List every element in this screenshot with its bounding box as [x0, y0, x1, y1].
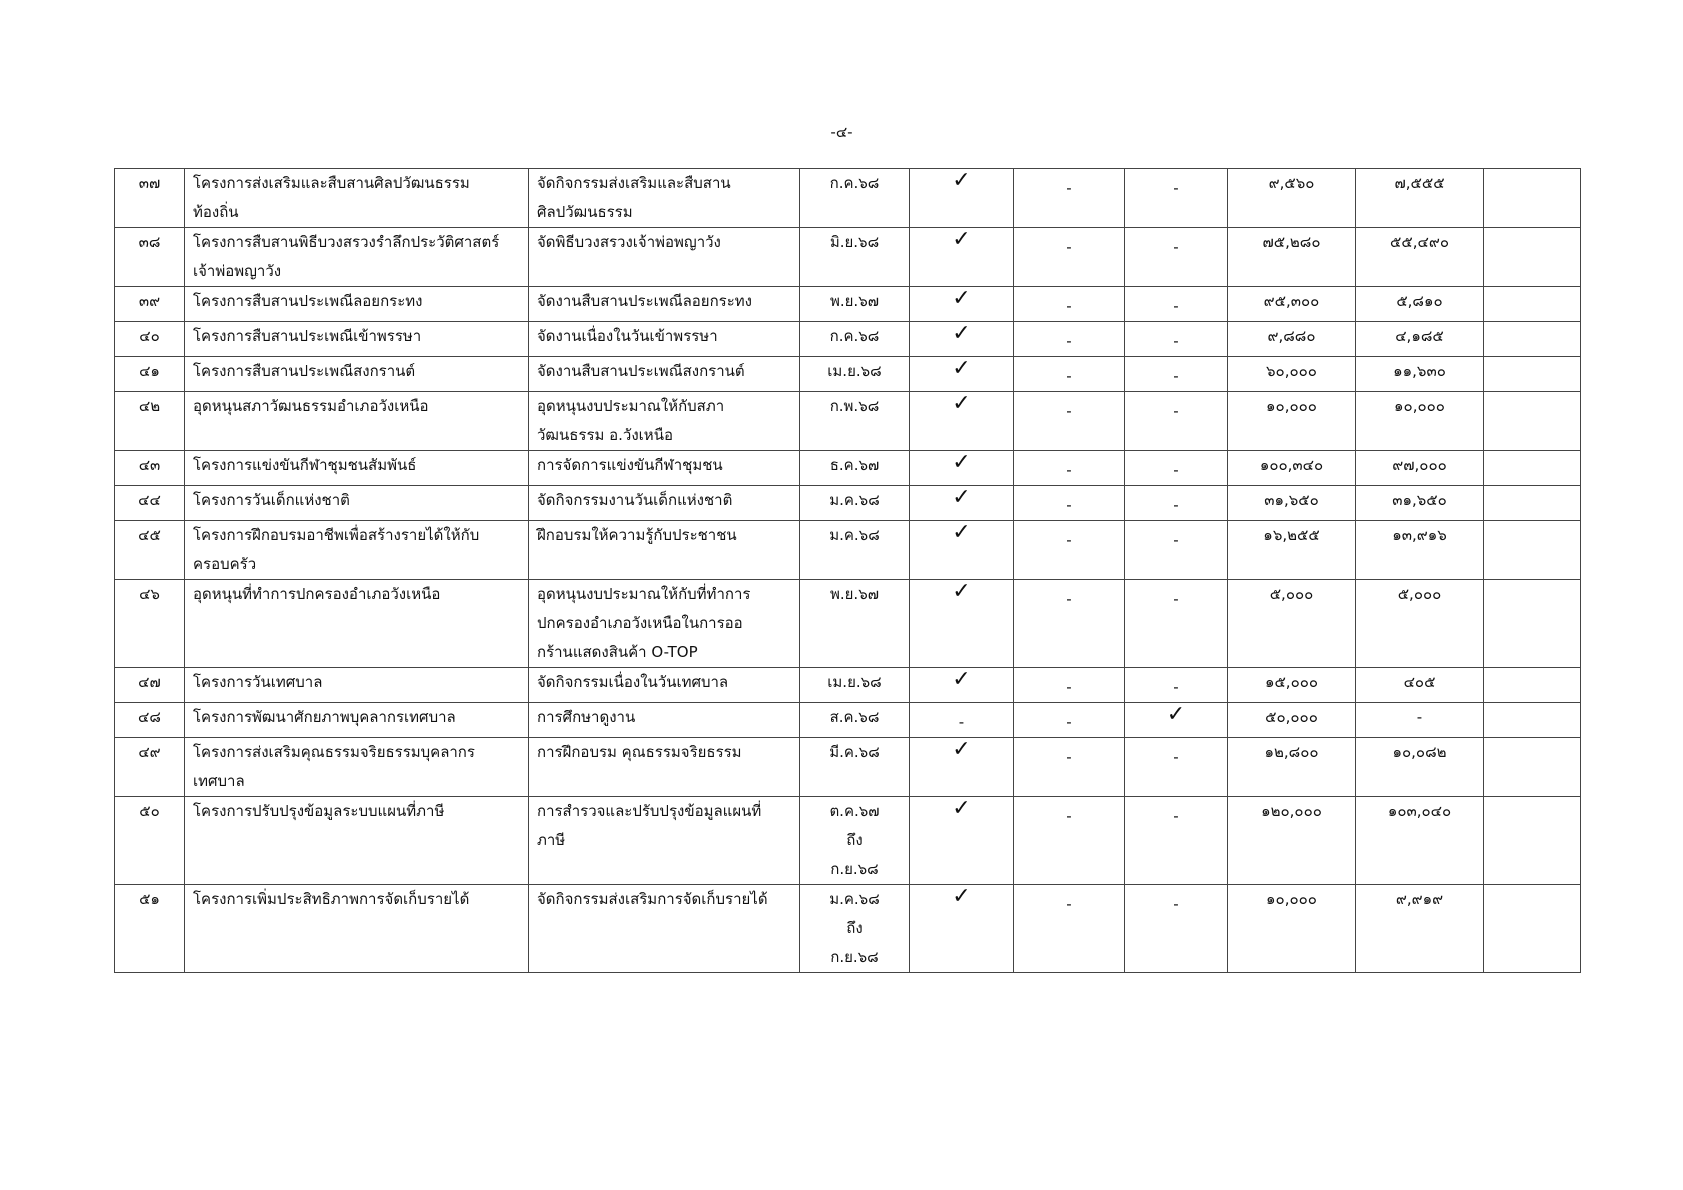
- spent-cell: ๓๑,๖๕๐: [1356, 486, 1484, 521]
- period-cell-line: มิ.ย.๖๘: [829, 233, 880, 251]
- table-row: [115, 885, 1581, 973]
- table-row: [115, 228, 1581, 287]
- project-name-cell-line: โครงการปรับปรุงข้อมูลระบบแผนที่ภาษี: [193, 802, 445, 820]
- period-cell-line: ก.ย.๖๘: [830, 860, 879, 878]
- activity-cell-line: การฝึกอบรม คุณธรรมจริยธรรม: [537, 743, 742, 761]
- dash-cell: -: [1125, 287, 1228, 322]
- project-name-cell: [185, 322, 529, 357]
- budget-cell: ๙,๘๘๐: [1228, 322, 1356, 357]
- project-name-cell: [185, 797, 529, 885]
- spent-cell: ๕,๘๑๐: [1356, 287, 1484, 322]
- period-cell-line: ม.ค.๖๘: [829, 491, 880, 509]
- note-cell: [1484, 486, 1581, 521]
- activity-cell-line: จัดงานเนื่องในวันเข้าพรรษา: [537, 327, 718, 345]
- checkmark-cell: ✓: [910, 169, 1014, 228]
- dash-cell: -: [1014, 797, 1125, 885]
- dash-cell: -: [1014, 228, 1125, 287]
- period-cell-line: พ.ย.๖๗: [829, 585, 879, 603]
- activity-cell-line: จัดกิจกรรมงานวันเด็กแห่งชาติ: [537, 491, 733, 509]
- project-name-cell-line: โครงการเพิ่มประสิทธิภาพการจัดเก็บรายได้: [193, 890, 470, 908]
- dash-cell: -: [1014, 322, 1125, 357]
- dash-cell: -: [1014, 287, 1125, 322]
- activity-cell-line: จัดงานสืบสานประเพณีสงกรานต์: [537, 362, 745, 380]
- project-name-cell-line: อุดหนุนที่ทำการปกครองอำเภอวังเหนือ: [193, 585, 441, 603]
- period-cell: [800, 287, 910, 322]
- note-cell: [1484, 392, 1581, 451]
- row-number-cell: ๔๙: [115, 738, 185, 797]
- note-cell: [1484, 451, 1581, 486]
- dash-cell: -: [1014, 486, 1125, 521]
- table-row: [115, 797, 1581, 885]
- dash-cell: -: [1014, 451, 1125, 486]
- activity-cell-line: อุดหนุนงบประมาณให้กับสภา: [537, 397, 725, 415]
- project-name-cell: [185, 521, 529, 580]
- project-name-cell-line: อุดหนุนสภาวัฒนธรรมอำเภอวังเหนือ: [193, 397, 429, 415]
- budget-cell: ๑๐,๐๐๐: [1228, 885, 1356, 973]
- table-row: [115, 392, 1581, 451]
- activity-cell-line: การศึกษาดูงาน: [537, 708, 636, 726]
- dash-cell: -: [1125, 885, 1228, 973]
- period-cell: [800, 392, 910, 451]
- project-name-cell: [185, 668, 529, 703]
- activity-cell-line: จัดกิจกรรมส่งเสริมการจัดเก็บรายได้: [537, 890, 768, 908]
- row-number-cell: ๓๘: [115, 228, 185, 287]
- dash-cell: -: [1125, 169, 1228, 228]
- dash-cell: -: [1125, 392, 1228, 451]
- activity-cell: [529, 580, 800, 668]
- project-name-cell-line: โครงการวันเทศบาล: [193, 673, 323, 691]
- checkmark-cell: ✓: [910, 392, 1014, 451]
- period-cell-line: เม.ย.๖๘: [827, 362, 882, 380]
- project-name-cell-line: เทศบาล: [193, 772, 245, 790]
- dash-cell: -: [1014, 668, 1125, 703]
- row-number-cell: ๔๐: [115, 322, 185, 357]
- row-number-cell: ๕๐: [115, 797, 185, 885]
- note-cell: [1484, 357, 1581, 392]
- period-cell-line: ม.ค.๖๘: [829, 890, 880, 908]
- period-cell: [800, 738, 910, 797]
- period-cell: [800, 668, 910, 703]
- project-name-cell-line: เจ้าพ่อพญาวัง: [193, 262, 282, 280]
- period-cell-line: ก.ค.๖๘: [829, 174, 880, 192]
- project-name-cell-line: โครงการวันเด็กแห่งชาติ: [193, 491, 350, 509]
- activity-cell-line: ฝึกอบรมให้ความรู้กับประชาชน: [537, 526, 737, 544]
- activity-cell: [529, 885, 800, 973]
- table-row: [115, 580, 1581, 668]
- checkmark-cell: ✓: [910, 322, 1014, 357]
- budget-cell: ๙,๕๖๐: [1228, 169, 1356, 228]
- activity-cell-line: การจัดการแข่งขันกีฬาชุมชน: [537, 456, 723, 474]
- project-name-cell-line: โครงการสืบสานประเพณีสงกรานต์: [193, 362, 416, 380]
- activity-cell-line: จัดพิธีบวงสรวงเจ้าพ่อพญาวัง: [537, 233, 721, 251]
- checkmark-cell: ✓: [910, 287, 1014, 322]
- table-row: [115, 668, 1581, 703]
- project-name-cell: [185, 703, 529, 738]
- project-name-cell: [185, 392, 529, 451]
- dash-cell: -: [1014, 738, 1125, 797]
- budget-cell: ๓๑,๖๕๐: [1228, 486, 1356, 521]
- budget-cell: ๑๕,๐๐๐: [1228, 668, 1356, 703]
- activity-cell: [529, 287, 800, 322]
- dash-cell: -: [1014, 885, 1125, 973]
- note-cell: [1484, 668, 1581, 703]
- project-name-cell-line: โครงการแข่งขันกีฬาชุมชนสัมพันธ์: [193, 456, 417, 474]
- table-row: [115, 738, 1581, 797]
- activity-cell: [529, 451, 800, 486]
- budget-cell: ๑๖,๒๕๕: [1228, 521, 1356, 580]
- period-cell: [800, 797, 910, 885]
- period-cell-line: ธ.ค.๖๗: [829, 456, 880, 474]
- note-cell: [1484, 169, 1581, 228]
- project-name-cell-line: ครอบครัว: [193, 555, 257, 573]
- period-cell-line: ถึง: [846, 831, 863, 849]
- period-cell: [800, 885, 910, 973]
- project-name-cell: [185, 885, 529, 973]
- table-row: [115, 322, 1581, 357]
- note-cell: [1484, 580, 1581, 668]
- dash-cell: -: [1125, 486, 1228, 521]
- period-cell-line: พ.ย.๖๗: [829, 292, 879, 310]
- dash-cell: -: [1014, 521, 1125, 580]
- note-cell: [1484, 287, 1581, 322]
- project-name-cell-line: โครงการฝึกอบรมอาชีพเพื่อสร้างรายได้ให้กับ: [193, 526, 480, 544]
- note-cell: [1484, 521, 1581, 580]
- dash-cell: -: [1125, 797, 1228, 885]
- project-table: [114, 168, 1581, 973]
- spent-cell: ๕,๐๐๐: [1356, 580, 1484, 668]
- period-cell-line: ต.ค.๖๗: [829, 802, 880, 820]
- period-cell-line: ก.พ.๖๘: [829, 397, 880, 415]
- project-name-cell: [185, 486, 529, 521]
- period-cell-line: มี.ค.๖๘: [829, 743, 880, 761]
- spent-cell: ๗,๕๕๕: [1356, 169, 1484, 228]
- period-cell-line: ม.ค.๖๘: [829, 526, 880, 544]
- spent-cell: ๑๐๓,๐๔๐: [1356, 797, 1484, 885]
- project-name-cell: [185, 228, 529, 287]
- row-number-cell: ๓๙: [115, 287, 185, 322]
- checkmark-cell: ✓: [1125, 703, 1228, 738]
- row-number-cell: ๔๖: [115, 580, 185, 668]
- period-cell: [800, 451, 910, 486]
- period-cell: [800, 228, 910, 287]
- period-cell: [800, 357, 910, 392]
- dash-cell: -: [1014, 357, 1125, 392]
- period-cell-line: ก.ย.๖๘: [830, 948, 879, 966]
- table-row: [115, 357, 1581, 392]
- period-cell: [800, 703, 910, 738]
- row-number-cell: ๔๒: [115, 392, 185, 451]
- row-number-cell: ๔๘: [115, 703, 185, 738]
- note-cell: [1484, 228, 1581, 287]
- dash-cell: -: [1125, 357, 1228, 392]
- dash-cell: -: [1125, 228, 1228, 287]
- project-name-cell-line: โครงการส่งเสริมคุณธรรมจริยธรรมบุคลากร: [193, 743, 475, 761]
- checkmark-cell: ✓: [910, 451, 1014, 486]
- checkmark-cell: ✓: [910, 668, 1014, 703]
- table-row: [115, 287, 1581, 322]
- table-row: [115, 169, 1581, 228]
- project-name-cell: [185, 287, 529, 322]
- dash-cell: -: [1014, 392, 1125, 451]
- period-cell-line: เม.ย.๖๘: [827, 673, 882, 691]
- project-table-body: [115, 169, 1581, 973]
- spent-cell: ๑๐,๐๘๒: [1356, 738, 1484, 797]
- checkmark-cell: ✓: [910, 486, 1014, 521]
- row-number-cell: ๔๑: [115, 357, 185, 392]
- dash-cell: -: [1014, 169, 1125, 228]
- budget-cell: ๙๕,๓๐๐: [1228, 287, 1356, 322]
- budget-cell: ๑๐,๐๐๐: [1228, 392, 1356, 451]
- activity-cell-line: อุดหนุนงบประมาณให้กับที่ทำการ: [537, 585, 751, 603]
- activity-cell: [529, 486, 800, 521]
- activity-cell: [529, 392, 800, 451]
- dash-cell: -: [1014, 580, 1125, 668]
- activity-cell: [529, 357, 800, 392]
- period-cell-line: ส.ค.๖๘: [829, 708, 880, 726]
- period-cell-line: ถึง: [846, 919, 863, 937]
- checkmark-cell: ✓: [910, 738, 1014, 797]
- table-row: [115, 451, 1581, 486]
- period-cell: [800, 322, 910, 357]
- period-cell-line: ก.ค.๖๘: [829, 327, 880, 345]
- checkmark-cell: ✓: [910, 228, 1014, 287]
- spent-cell: ๔๐๕: [1356, 668, 1484, 703]
- project-name-cell: [185, 169, 529, 228]
- row-number-cell: ๔๗: [115, 668, 185, 703]
- activity-cell-line: ภาษี: [537, 831, 566, 849]
- spent-cell: -: [1356, 703, 1484, 738]
- project-name-cell-line: ท้องถิ่น: [193, 203, 239, 221]
- project-name-cell-line: โครงการพัฒนาศักยภาพบุคลากรเทศบาล: [193, 708, 456, 726]
- spent-cell: ๕๕,๔๙๐: [1356, 228, 1484, 287]
- activity-cell: [529, 668, 800, 703]
- activity-cell: [529, 228, 800, 287]
- dash-cell: -: [910, 703, 1014, 738]
- activity-cell-line: ศิลปวัฒนธรรม: [537, 203, 633, 221]
- spent-cell: ๑๐,๐๐๐: [1356, 392, 1484, 451]
- activity-cell: [529, 703, 800, 738]
- table-row: [115, 521, 1581, 580]
- spent-cell: ๙,๙๑๙: [1356, 885, 1484, 973]
- row-number-cell: ๓๗: [115, 169, 185, 228]
- activity-cell-line: ปกครองอำเภอวังเหนือในการออ: [537, 614, 743, 632]
- activity-cell: [529, 169, 800, 228]
- checkmark-cell: ✓: [910, 357, 1014, 392]
- project-name-cell-line: โครงการส่งเสริมและสืบสานศิลปวัฒนธรรม: [193, 174, 470, 192]
- checkmark-cell: ✓: [910, 580, 1014, 668]
- budget-cell: ๕,๐๐๐: [1228, 580, 1356, 668]
- budget-cell: ๑๒,๘๐๐: [1228, 738, 1356, 797]
- page-number: -๔-: [830, 123, 853, 141]
- project-name-cell-line: โครงการสืบสานประเพณีลอยกระทง: [193, 292, 423, 310]
- period-cell: [800, 486, 910, 521]
- checkmark-cell: ✓: [910, 885, 1014, 973]
- project-name-cell-line: โครงการสืบสานพิธีบวงสรวงรำลึกประวัติศาสตร์: [193, 233, 500, 251]
- activity-cell-line: จัดกิจกรรมส่งเสริมและสืบสาน: [537, 174, 731, 192]
- budget-cell: ๑๐๐,๓๔๐: [1228, 451, 1356, 486]
- dash-cell: -: [1125, 322, 1228, 357]
- note-cell: [1484, 797, 1581, 885]
- activity-cell-line: จัดงานสืบสานประเพณีลอยกระทง: [537, 292, 753, 310]
- activity-cell-line: กร้านแสดงสินค้า O-TOP: [537, 643, 698, 661]
- dash-cell: -: [1125, 521, 1228, 580]
- row-number-cell: ๕๑: [115, 885, 185, 973]
- spent-cell: ๙๗,๐๐๐: [1356, 451, 1484, 486]
- note-cell: [1484, 738, 1581, 797]
- activity-cell-line: จัดกิจกรรมเนื่องในวันเทศบาล: [537, 673, 729, 691]
- budget-cell: ๖๐,๐๐๐: [1228, 357, 1356, 392]
- activity-cell-line: การสำรวจและปรับปรุงข้อมูลแผนที่: [537, 802, 762, 820]
- activity-cell: [529, 322, 800, 357]
- project-name-cell: [185, 451, 529, 486]
- row-number-cell: ๔๔: [115, 486, 185, 521]
- dash-cell: -: [1014, 703, 1125, 738]
- note-cell: [1484, 885, 1581, 973]
- spent-cell: ๑๑,๖๓๐: [1356, 357, 1484, 392]
- period-cell: [800, 169, 910, 228]
- project-name-cell-line: โครงการสืบสานประเพณีเข้าพรรษา: [193, 327, 422, 345]
- budget-cell: ๑๒๐,๐๐๐: [1228, 797, 1356, 885]
- spent-cell: ๔,๑๘๕: [1356, 322, 1484, 357]
- checkmark-cell: ✓: [910, 797, 1014, 885]
- project-name-cell: [185, 357, 529, 392]
- dash-cell: -: [1125, 668, 1228, 703]
- table-row: [115, 703, 1581, 738]
- table-row: [115, 486, 1581, 521]
- budget-cell: ๕๐,๐๐๐: [1228, 703, 1356, 738]
- project-name-cell: [185, 580, 529, 668]
- row-number-cell: ๔๕: [115, 521, 185, 580]
- dash-cell: -: [1125, 738, 1228, 797]
- spent-cell: ๑๓,๙๑๖: [1356, 521, 1484, 580]
- dash-cell: -: [1125, 580, 1228, 668]
- project-name-cell: [185, 738, 529, 797]
- activity-cell: [529, 521, 800, 580]
- activity-cell: [529, 738, 800, 797]
- activity-cell: [529, 797, 800, 885]
- checkmark-cell: ✓: [910, 521, 1014, 580]
- budget-cell: ๗๕,๒๘๐: [1228, 228, 1356, 287]
- period-cell: [800, 521, 910, 580]
- dash-cell: -: [1125, 451, 1228, 486]
- note-cell: [1484, 703, 1581, 738]
- activity-cell-line: วัฒนธรรม อ.วังเหนือ: [537, 426, 673, 444]
- period-cell: [800, 580, 910, 668]
- row-number-cell: ๔๓: [115, 451, 185, 486]
- note-cell: [1484, 322, 1581, 357]
